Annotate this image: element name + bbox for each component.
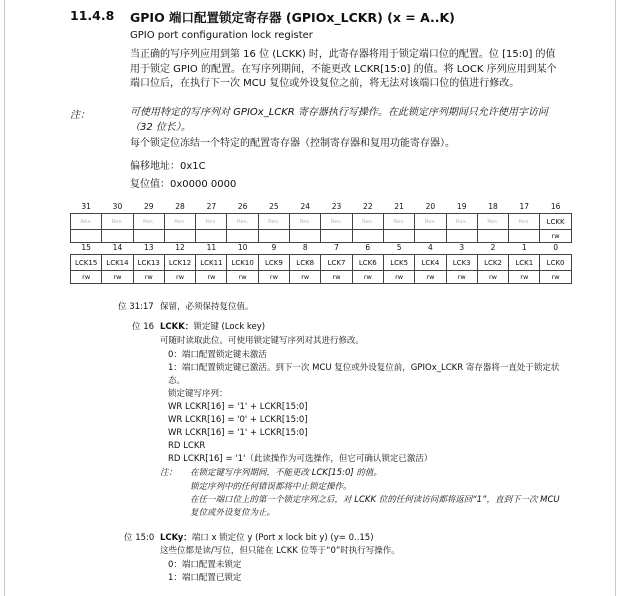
bit-number: 11 xyxy=(206,243,217,252)
access-type: rw xyxy=(477,271,508,284)
reserved-field: Res. xyxy=(352,214,383,230)
bits-31-17-label: 位 31:17 xyxy=(118,302,154,312)
page-border-left xyxy=(4,0,5,596)
reserved-field: Res. xyxy=(164,214,195,230)
field-lck: LCK0 xyxy=(540,255,571,271)
bits-15-0-line1: 这些位都是读/写位，但只能在 LCKK 位等于“0”时执行写操作。 xyxy=(160,546,400,556)
bit-number: 16 xyxy=(550,202,561,211)
register-map-high xyxy=(70,200,572,243)
section-number: 11.4.8 xyxy=(70,8,115,23)
field-lck: LCK6 xyxy=(352,255,383,271)
field-lck: LCK1 xyxy=(509,255,540,271)
reset-value: 复位值：0x0000 0000 xyxy=(130,179,237,190)
offset-address: 偏移地址：0x1C xyxy=(130,161,206,172)
reserved-field: Res. xyxy=(321,214,352,230)
bit16-seq-last-code: RD LCKR[16] = '1' xyxy=(168,454,246,464)
intro-paragraph: 当正确的写序列应用到第 16 位 (LCKK) 时，此寄存器将用于锁定端口位的配置。位 [15:0] 的值用于锁定 GPIO 的配置。在写序列期间，不能更改 LCKR[15:0] 的值。将 LOCK 序列应用到某个端口位后，在执行下一次 MCU 复位或外设复位之前，将无法对该端口位的值进行修改。 xyxy=(130,49,557,89)
reserved-field: Res. xyxy=(258,214,289,230)
bit-number: 21 xyxy=(394,202,404,211)
bit16-val1: 1：端口配置锁定键已激活。到下一次 MCU 复位或外设复位前，GPIOx_LCKR 寄存器将一直处于锁定状态。 xyxy=(168,363,560,386)
bit-number: 23 xyxy=(331,202,342,211)
reserved-field: Res. xyxy=(383,214,414,230)
reserved-field: Res. xyxy=(509,214,540,230)
field-lck: LCK15 xyxy=(71,255,102,271)
bit-number: 1 xyxy=(521,243,527,252)
access-type: rw xyxy=(71,271,102,284)
access-type: rw xyxy=(290,271,321,284)
access-type: rw xyxy=(133,271,164,284)
page-border-right xyxy=(615,0,616,596)
section-subtitle: GPIO port configuration lock register xyxy=(130,30,313,41)
bit-number: 5 xyxy=(396,243,402,252)
bit-number: 28 xyxy=(175,202,185,211)
bit16-note-label: 注： xyxy=(160,468,178,478)
bit-number: 27 xyxy=(206,202,217,211)
bit-number: 10 xyxy=(237,243,248,252)
access-type: rw xyxy=(352,271,383,284)
access-type: rw xyxy=(415,271,446,284)
reserved-field: Res. xyxy=(133,214,164,230)
bit-number: 6 xyxy=(365,243,371,252)
bits-15-0-val0: 0：端口配置未锁定 xyxy=(168,560,242,570)
bit16-seq-step: WR LCKR[16] = '1' + LCKR[15:0] xyxy=(168,402,308,412)
field-lck: LCK14 xyxy=(102,255,133,271)
reserved-field: Res. xyxy=(71,214,102,230)
bits-15-0-name: LCKy： xyxy=(160,533,192,543)
bits-31-17-desc: 保留，必须保持复位值。 xyxy=(160,302,254,312)
access-type: rw xyxy=(446,271,477,284)
bit16-seq-last-note: （此读操作为可选操作，但它可确认锁定已激活） xyxy=(245,454,433,464)
bit-number: 12 xyxy=(175,243,185,252)
bit-number: 24 xyxy=(300,202,310,211)
bit16-seq-title: 锁定键写序列： xyxy=(168,389,228,399)
reserved-field: Res. xyxy=(446,214,477,230)
bit-number: 18 xyxy=(488,202,498,211)
field-lckk: LCKK xyxy=(540,214,571,230)
field-lck: LCK8 xyxy=(290,255,321,271)
bits-15-0-name-desc: 端口 x 锁定位 y (Port x lock bit y) (y= 0..15) xyxy=(191,533,374,543)
bit-number: 20 xyxy=(425,202,436,211)
bit16-seq-step: WR LCKR[16] = '0' + LCKR[15:0] xyxy=(168,415,308,425)
access-type: rw xyxy=(321,271,352,284)
field-lck: LCK11 xyxy=(196,255,227,271)
bit-number: 26 xyxy=(237,202,248,211)
reserved-field: Res. xyxy=(415,214,446,230)
register-map-low xyxy=(70,241,572,284)
bit-number: 29 xyxy=(143,202,154,211)
bit-number: 25 xyxy=(269,202,279,211)
bit16-note: 锁定序列中的任何错误都将中止锁定操作。 xyxy=(190,482,352,492)
bit-number: 9 xyxy=(271,243,277,252)
access-type: rw xyxy=(102,271,133,284)
field-lck: LCK3 xyxy=(446,255,477,271)
bit-number: 19 xyxy=(456,202,467,211)
field-lck: LCK2 xyxy=(477,255,508,271)
bits-15-0-val1: 1：端口配置已锁定 xyxy=(168,573,242,583)
access-type: rw xyxy=(540,271,571,284)
reserved-field: Res. xyxy=(227,214,258,230)
bit16-line1: 可随时读取此位。可使用锁定键写序列对其进行修改。 xyxy=(160,336,365,346)
bit16-note: 在锁定键写序列期间，不能更改 LCK[15:0] 的值。 xyxy=(190,468,382,478)
field-lck: LCK12 xyxy=(164,255,195,271)
bit16-seq-step: RD LCKR xyxy=(168,441,206,451)
bit-number: 22 xyxy=(363,202,373,211)
reserved-field: Res. xyxy=(196,214,227,230)
field-lck: LCK5 xyxy=(383,255,414,271)
section-title: GPIO 端口配置锁定寄存器 (GPIOx_LCKR) (x = A..K) xyxy=(130,10,455,25)
bit-number: 7 xyxy=(334,243,339,252)
access-type: rw xyxy=(227,271,258,284)
note-text: 可使用特定的写序列对 GPIOx_LCKR 寄存器执行写操作。在此锁定序列期间只允许使用字访问（32 位长）。 xyxy=(130,107,548,133)
bit16-seq-step: WR LCKR[16] = '1' + LCKR[15:0] xyxy=(168,428,308,438)
field-lck: LCK13 xyxy=(133,255,164,271)
note-label: 注： xyxy=(70,110,90,121)
bit16-note: 在任一端口位上的第一个锁定序列之后，对 LCKK 位的任何读访问都将返回“1”，直到下一次 MCU 复位或外设复位为止。 xyxy=(190,495,560,518)
reserved-field: Res. xyxy=(477,214,508,230)
field-lck: LCK7 xyxy=(321,255,352,271)
bit-number: 31 xyxy=(81,202,91,211)
reserved-field: Res. xyxy=(102,214,133,230)
bit-number: 0 xyxy=(553,243,558,252)
access-type: rw xyxy=(196,271,227,284)
bit-number: 8 xyxy=(302,243,308,252)
bit16-name: LCKK： xyxy=(160,322,194,332)
access-type: rw xyxy=(164,271,195,284)
bit16-seq-last xyxy=(168,453,432,466)
bit-number: 3 xyxy=(459,243,465,252)
bit-number: 15 xyxy=(81,243,91,252)
field-lck: LCK10 xyxy=(227,255,258,271)
bit-number: 14 xyxy=(112,243,123,252)
bit-number: 4 xyxy=(428,243,433,252)
access-type: rw xyxy=(383,271,414,284)
bit16-heading xyxy=(160,321,265,334)
access-type: rw xyxy=(540,230,571,243)
freeze-paragraph: 每个锁定位冻结一个特定的配置寄存器（控制寄存器和复用功能寄存器）。 xyxy=(130,138,455,149)
bit16-val0: 0：端口配置锁定键未激活 xyxy=(168,350,267,360)
access-type: rw xyxy=(509,271,540,284)
bits-15-0-heading xyxy=(160,532,374,545)
bit-number: 2 xyxy=(490,243,496,252)
field-lck: LCK9 xyxy=(258,255,289,271)
bit-number: 17 xyxy=(519,202,530,211)
reserved-field: Res. xyxy=(290,214,321,230)
access-type: rw xyxy=(258,271,289,284)
field-lck: LCK4 xyxy=(415,255,446,271)
bit16-name-desc: 锁定键 (Lock key) xyxy=(193,322,266,332)
bit16-label: 位 16 xyxy=(132,322,155,332)
bit-number: 13 xyxy=(143,243,154,252)
bit-number: 30 xyxy=(112,202,123,211)
bits-15-0-label: 位 15:0 xyxy=(124,533,155,543)
